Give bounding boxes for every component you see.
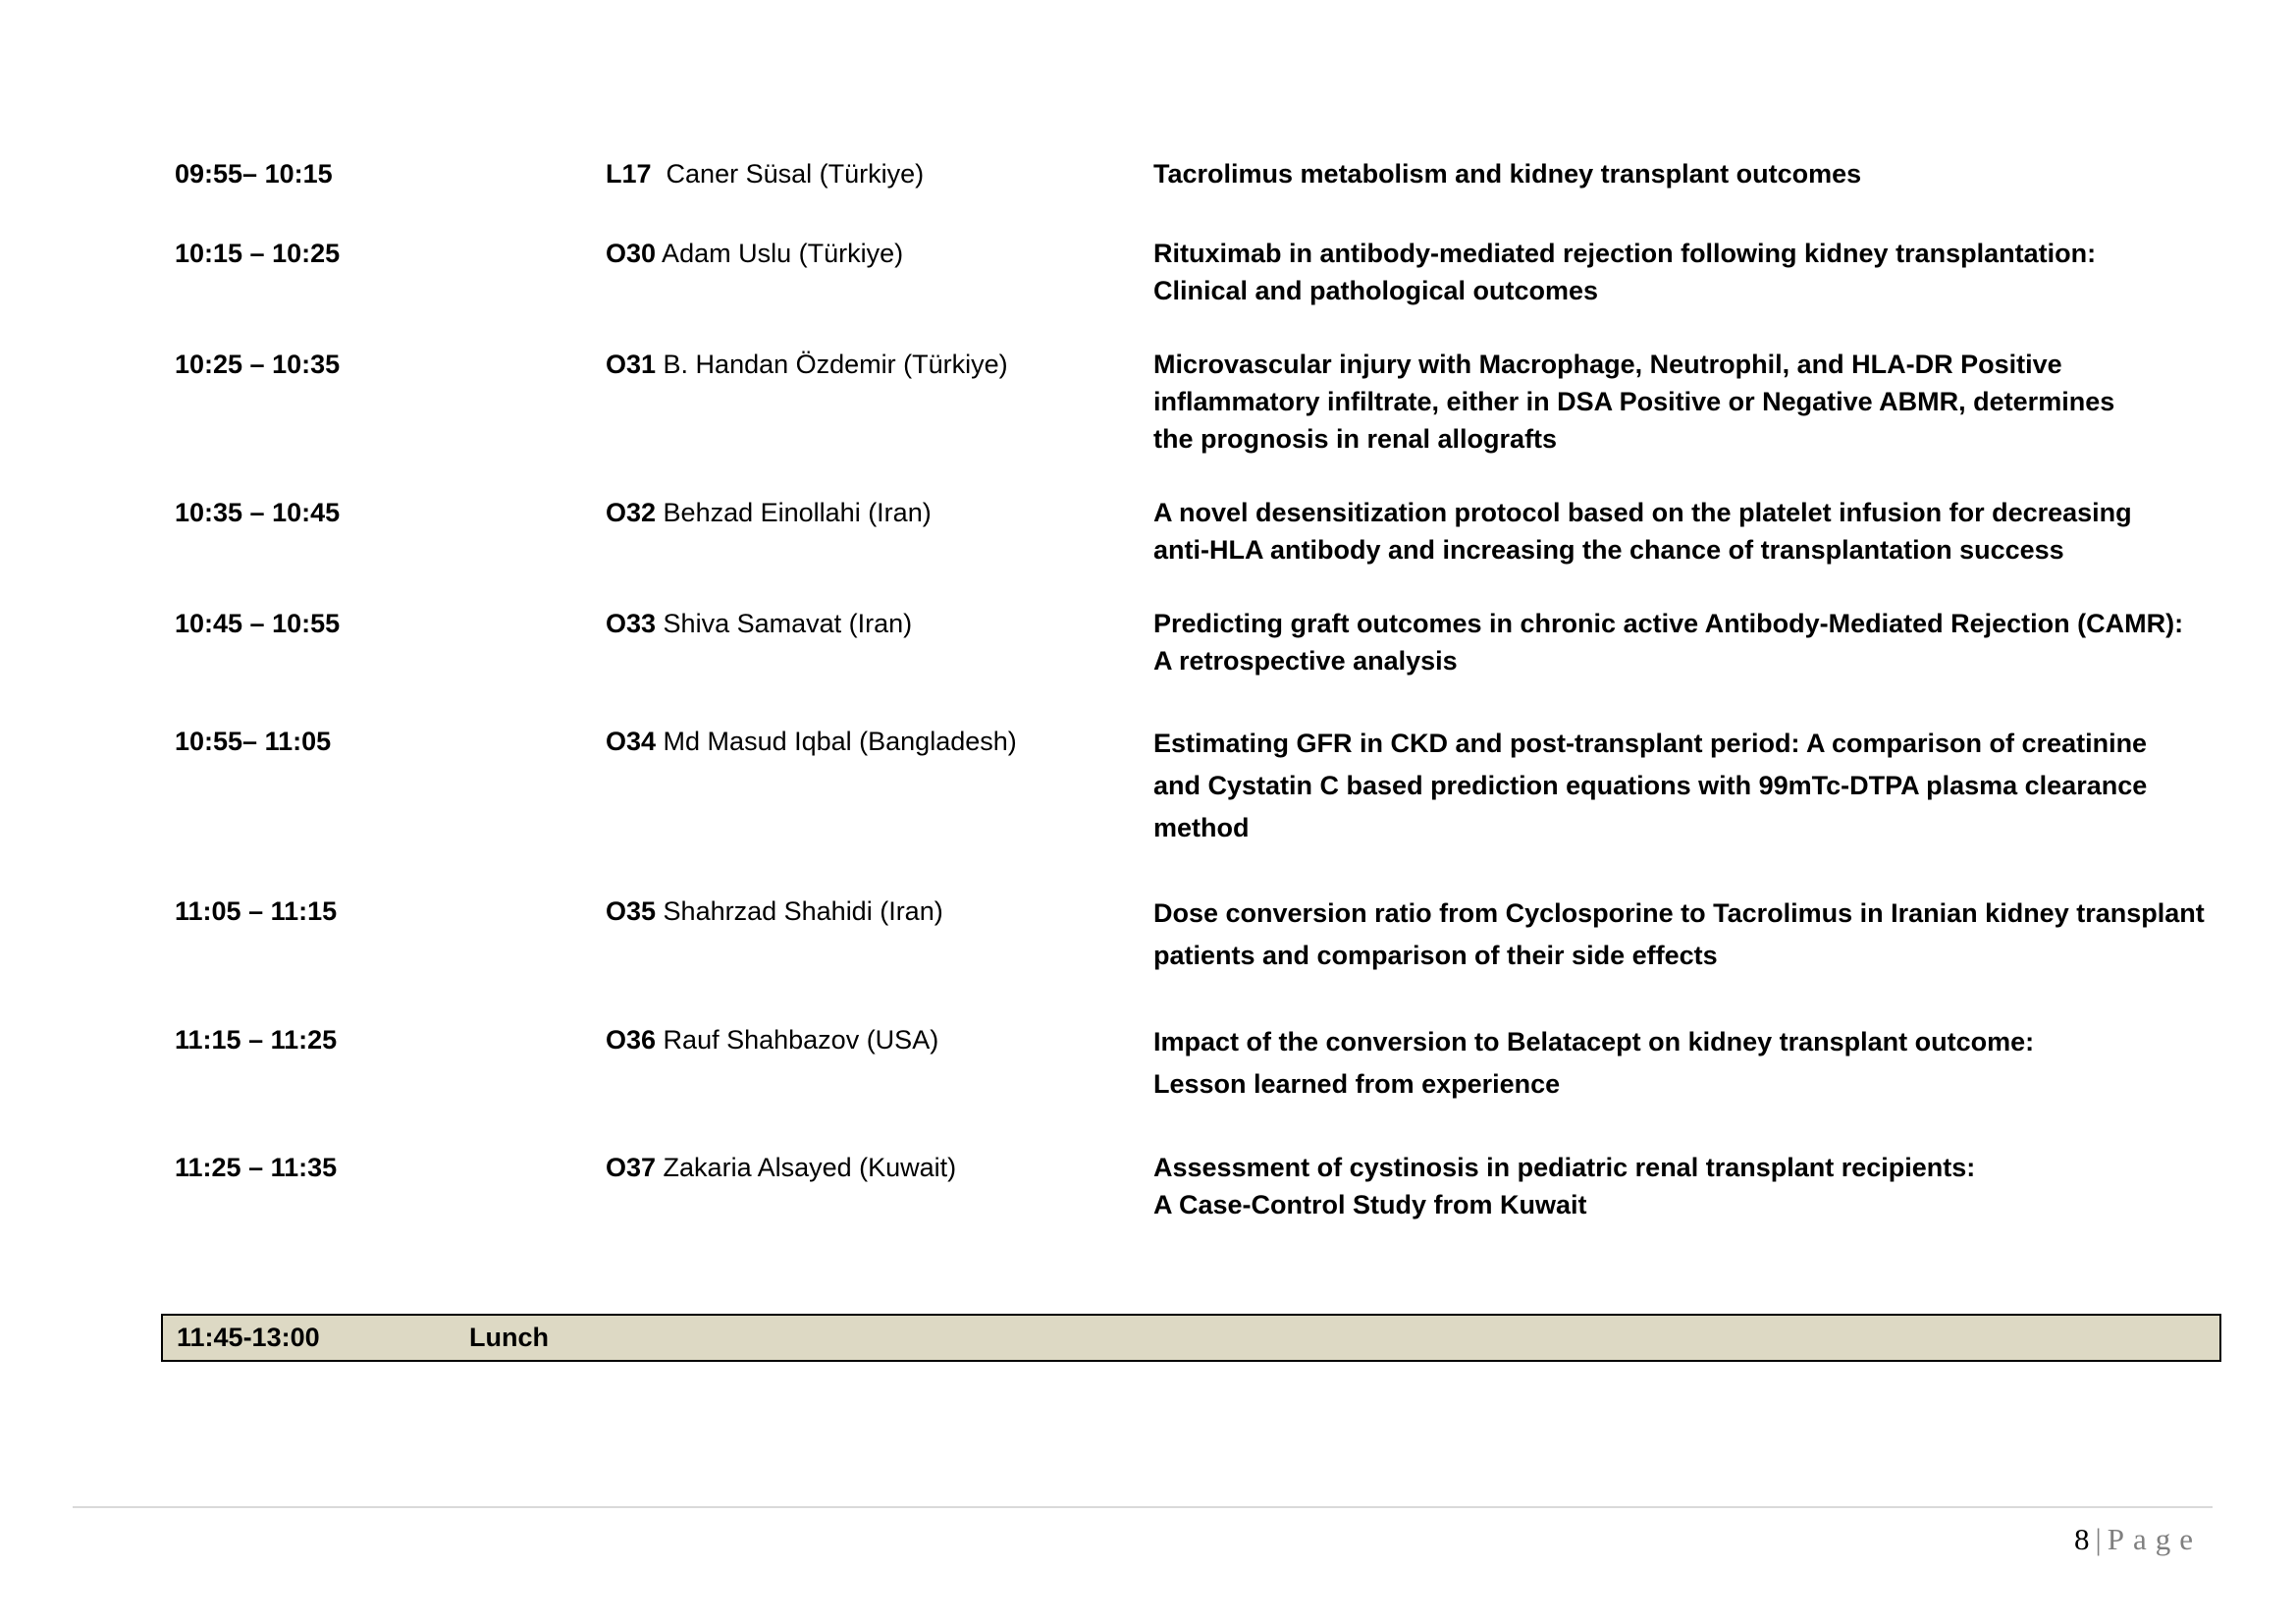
session-time: 10:45 – 10:55 — [175, 609, 341, 638]
session-speaker — [606, 235, 903, 272]
talk-title — [1153, 235, 2214, 309]
talk-title — [1153, 1149, 2214, 1223]
abstract-code: O30 — [606, 239, 657, 268]
talk-title-line: A Case-Control Study from Kuwait — [1153, 1190, 1587, 1219]
talk-title — [1153, 723, 2214, 849]
talk-title-line: the prognosis in renal allografts — [1153, 424, 1558, 454]
session-speaker — [606, 605, 912, 642]
talk-title — [1153, 346, 2214, 458]
session-speaker — [606, 346, 1008, 383]
talk-title-line: Rituximab in antibody-mediated rejection following kidney transplantation: — [1153, 239, 2097, 268]
abstract-code: O33 — [606, 609, 657, 638]
abstract-code: O35 — [606, 896, 657, 926]
session-time: 11:15 – 11:25 — [175, 1025, 338, 1055]
talk-title-line: Assessment of cystinosis in pediatric renal transplant recipients: — [1153, 1153, 1976, 1182]
page-label: Page — [2107, 1522, 2202, 1556]
speaker-name: Adam Uslu (Türkiye) — [656, 239, 904, 268]
speaker-name: Shahrzad Shahidi (Iran) — [656, 896, 943, 926]
talk-title-line: A novel desensitization protocol based on the platelet infusion for decreasing — [1153, 498, 2132, 527]
talk-title — [1153, 605, 2214, 679]
talk-title-line: inflammatory infiltrate, either in DSA Positive or Negative ABMR, determines — [1153, 387, 2115, 416]
speaker-name: Behzad Einollahi (Iran) — [656, 498, 932, 527]
footer-separator: | — [2095, 1522, 2102, 1556]
talk-title — [1153, 494, 2214, 568]
speaker-name: B. Handan Özdemir (Türkiye) — [656, 350, 1008, 379]
talk-title-line: Dose conversion ratio from Cyclosporine to Tacrolimus in Iranian kidney transplant — [1153, 898, 2205, 928]
session-time: 11:05 – 11:15 — [175, 896, 338, 926]
session-time: 10:15 – 10:25 — [175, 239, 341, 268]
session-time: 10:25 – 10:35 — [175, 350, 341, 379]
abstract-code: O37 — [606, 1153, 657, 1182]
session-speaker — [606, 1149, 956, 1186]
session-time: 11:25 – 11:35 — [175, 1153, 338, 1182]
session-time: 10:55– 11:05 — [175, 727, 332, 756]
lunch-label: Lunch — [469, 1323, 549, 1352]
talk-title-line: Tacrolimus metabolism and kidney transplant outcomes — [1153, 159, 1862, 189]
abstract-code: L17 — [606, 159, 652, 189]
page-footer — [2074, 1522, 2202, 1557]
speaker-name: Shiva Samavat (Iran) — [656, 609, 913, 638]
abstract-code: O34 — [606, 727, 657, 756]
session-time: 09:55– 10:15 — [175, 159, 333, 189]
talk-title — [1153, 1021, 2214, 1106]
talk-title-line: Clinical and pathological outcomes — [1153, 276, 1599, 305]
talk-title-line: Lesson learned from experience — [1153, 1069, 1561, 1099]
talk-title — [1153, 893, 2214, 977]
lunch-time: 11:45-13:00 — [177, 1323, 320, 1352]
session-time: 10:35 – 10:45 — [175, 498, 341, 527]
talk-title-line: anti-HLA antibody and increasing the chance of transplantation success — [1153, 535, 2064, 565]
abstract-code: O32 — [606, 498, 657, 527]
speaker-name: Zakaria Alsayed (Kuwait) — [656, 1153, 957, 1182]
lunch-break-bar — [161, 1314, 2221, 1362]
talk-title-line: Predicting graft outcomes in chronic active Antibody-Mediated Rejection (CAMR): — [1153, 609, 2184, 638]
speaker-name: Md Masud Iqbal (Bangladesh) — [656, 727, 1017, 756]
session-speaker — [606, 494, 932, 531]
talk-title-line: A retrospective analysis — [1153, 646, 1458, 676]
session-speaker — [606, 893, 943, 930]
abstract-code: O36 — [606, 1025, 657, 1055]
speaker-name: Caner Süsal (Türkiye) — [651, 159, 925, 189]
talk-title-line: Microvascular injury with Macrophage, Neutrophil, and HLA-DR Positive — [1153, 350, 2062, 379]
talk-title-line: and Cystatin C based prediction equations with 99mTc-DTPA plasma clearance — [1153, 771, 2148, 800]
speaker-name: Rauf Shahbazov (USA) — [656, 1025, 939, 1055]
talk-title — [1153, 155, 2214, 192]
session-speaker — [606, 1021, 938, 1058]
talk-title-line: patients and comparison of their side effects — [1153, 941, 1718, 970]
session-speaker — [606, 155, 924, 192]
footer-divider — [73, 1506, 2213, 1508]
talk-title-line: method — [1153, 813, 1250, 842]
page-number: 8 — [2074, 1522, 2090, 1556]
session-speaker — [606, 723, 1017, 760]
talk-title-line: Estimating GFR in CKD and post-transplant period: A comparison of creatinine — [1153, 729, 2148, 758]
talk-title-line: Impact of the conversion to Belatacept on kidney transplant outcome: — [1153, 1027, 2035, 1056]
abstract-code: O31 — [606, 350, 657, 379]
